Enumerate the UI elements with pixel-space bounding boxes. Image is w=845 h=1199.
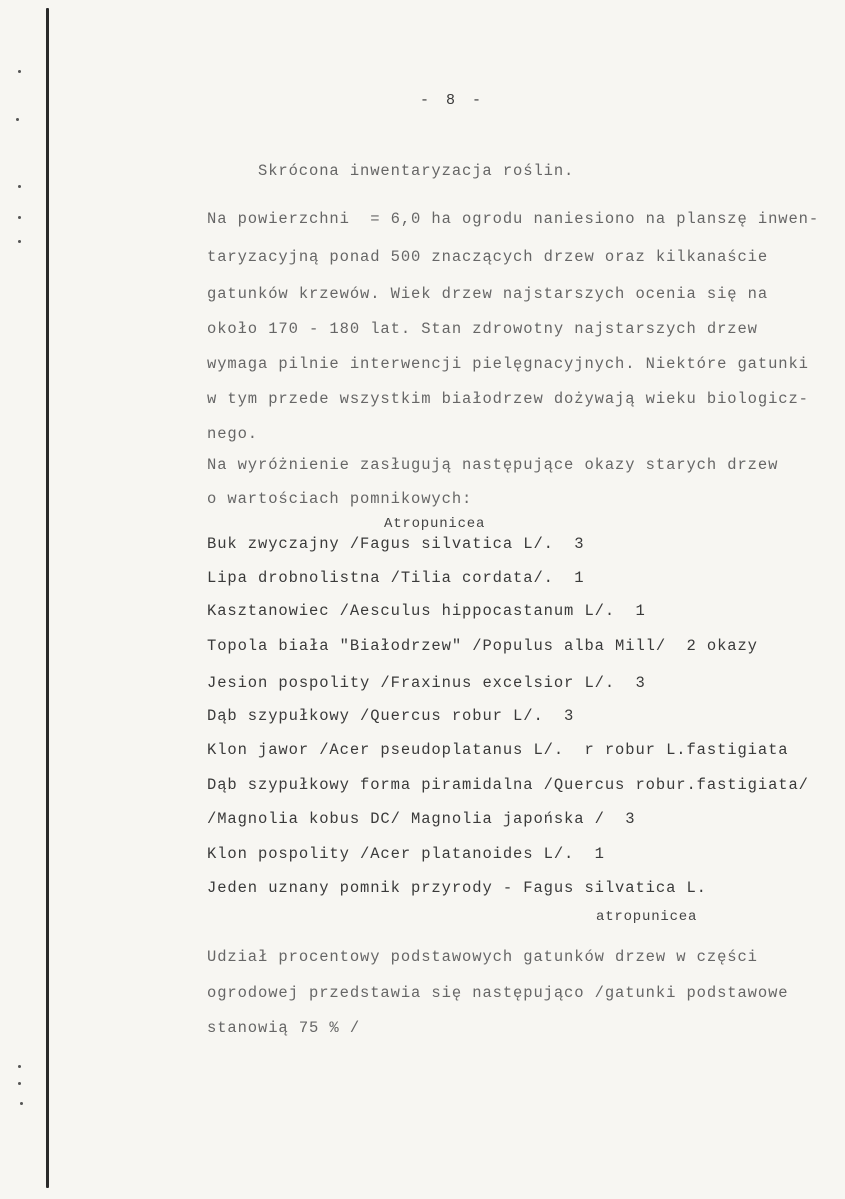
margin-dot	[18, 1082, 21, 1085]
tree-list-item: Jesion pospolity /Fraxinus excelsior L/. 3	[207, 674, 646, 692]
intro-line: Na wyróżnienie zasługują następujące okazy starych drzew	[207, 456, 779, 474]
margin-dot	[18, 240, 21, 243]
annotation-atropunicea: atropunicea	[596, 909, 698, 925]
tree-list-item: Dąb szypułkowy forma piramidalna /Quercus robur.fastigiata/	[207, 776, 809, 794]
margin-dot	[18, 185, 21, 188]
heading: Skrócona inwentaryzacja roślin.	[258, 162, 575, 180]
paragraph-line: około 170 - 180 lat. Stan zdrowotny najstarszych drzew	[207, 320, 758, 338]
tree-list-item: Jeden uznany pomnik przyrody - Fagus silvatica L.	[207, 879, 707, 897]
page-number: - 8 -	[420, 92, 486, 109]
margin-dot	[20, 1102, 23, 1105]
paragraph-line: w tym przede wszystkim białodrzew dożywają wieku biologicz-	[207, 390, 809, 408]
margin-dot	[18, 70, 21, 73]
tree-list-item: /Magnolia kobus DC/ Magnolia japońska / 3	[207, 810, 636, 828]
tree-list-item: Topola biała "Białodrzew" /Populus alba Mill/ 2 okazy	[207, 637, 758, 655]
paragraph-line: taryzacyjną ponad 500 znaczących drzew oraz kilkanaście	[207, 248, 769, 266]
paragraph-line: gatunków krzewów. Wiek drzew najstarszych ocenia się na	[207, 285, 769, 303]
closing-line: stanowią 75 % /	[207, 1019, 361, 1037]
paragraph-line: Na powierzchni = 6,0 ha ogrodu naniesiono na planszę inwen-	[207, 210, 820, 228]
paragraph-line: wymaga pilnie interwencji pielęgnacyjnych. Niektóre gatunki	[207, 355, 809, 373]
tree-list-item: Klon jawor /Acer pseudoplatanus L/. r robur L.fastigiata	[207, 741, 789, 759]
tree-list-item: Dąb szypułkowy /Quercus robur L/. 3	[207, 707, 575, 725]
tree-list-item: Klon pospolity /Acer platanoides L/. 1	[207, 845, 605, 863]
margin-dot	[18, 1065, 21, 1068]
binding-edge-line	[46, 8, 49, 1188]
annotation-atropunicea: Atropunicea	[384, 516, 486, 532]
closing-line: Udział procentowy podstawowych gatunków drzew w części	[207, 948, 758, 966]
paragraph-line: nego.	[207, 425, 259, 443]
margin-dot	[16, 118, 19, 121]
tree-list-item: Kasztanowiec /Aesculus hippocastanum L/. 1	[207, 602, 646, 620]
tree-list-item: Buk zwyczajny /Fagus silvatica L/. 3	[207, 535, 585, 553]
tree-list-item: Lipa drobnolistna /Tilia cordata/. 1	[207, 569, 585, 587]
margin-dot	[18, 216, 21, 219]
intro-line: o wartościach pomnikowych:	[207, 490, 473, 508]
closing-line: ogrodowej przedstawia się następująco /gatunki podstawowe	[207, 984, 789, 1002]
